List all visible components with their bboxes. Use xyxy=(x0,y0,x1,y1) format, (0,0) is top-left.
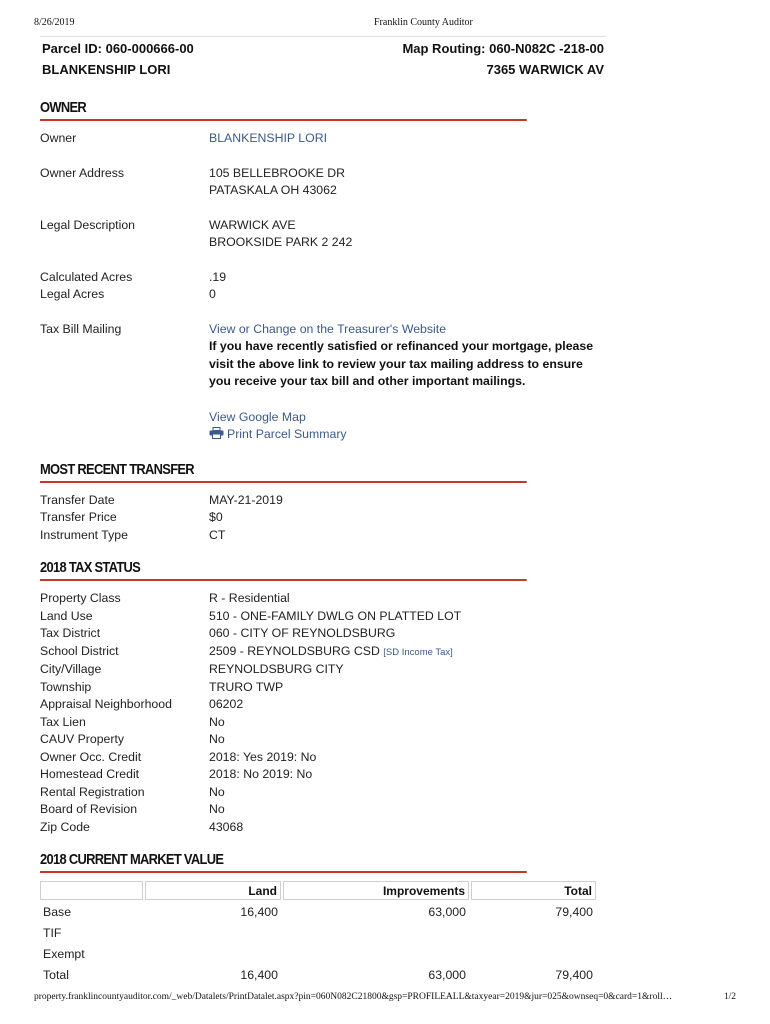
table-cell: 63,000 xyxy=(428,904,466,919)
city-village-row xyxy=(40,661,606,679)
mailing-note: If you have recently satisfied or refinanced your mortgage, please visit the above link to review your tax mailing address to ensure you receive your tax bill and other important mailings. xyxy=(209,339,594,388)
owner-section xyxy=(40,99,606,444)
tax-bill-mailing-row xyxy=(40,321,606,444)
tax-lien-row xyxy=(40,714,606,732)
transfer-label: Instrument Type xyxy=(40,527,128,542)
school-district-value: 2509 - REYNOLDSBURG CSD xyxy=(209,643,380,658)
table-cell: 79,400 xyxy=(555,967,593,982)
table-header xyxy=(40,881,143,900)
map-routing: Map Routing: 060-N082C -218-00 xyxy=(402,41,604,56)
cauv-label: CAUV Property xyxy=(40,732,125,746)
print-footer xyxy=(34,992,736,1006)
land-use-value: 510 - ONE-FAMILY DWLG ON PLATTED LOT xyxy=(209,608,462,623)
treasurer-website-link[interactable]: View or Change on the Treasurer's Website xyxy=(209,321,447,336)
section-title-tax-status: 2018 TAX STATUS xyxy=(40,559,527,581)
cauv-value: No xyxy=(209,732,225,746)
legal-description-line2: BROOKSIDE PARK 2 242 xyxy=(209,235,353,249)
print-date: 8/26/2019 xyxy=(34,17,75,28)
table-cell xyxy=(283,944,469,963)
print-parcel-summary-link[interactable]: Print Parcel Summary xyxy=(227,427,347,441)
owner-occ-credit-row xyxy=(40,749,606,767)
owner-link[interactable]: BLANKENSHIP LORI xyxy=(209,131,328,145)
google-map-link[interactable]: View Google Map xyxy=(209,409,306,424)
table-row xyxy=(40,902,596,921)
township-row xyxy=(40,679,606,697)
table-cell: 16,400 xyxy=(240,967,278,982)
transfer-label: Transfer Date xyxy=(40,492,115,507)
table-cell: Total xyxy=(43,967,69,982)
owner-row xyxy=(40,130,606,148)
transfer-row xyxy=(40,492,606,510)
cauv-row xyxy=(40,731,606,749)
table-cell: 79,400 xyxy=(555,904,593,919)
property-class-label: Property Class xyxy=(40,591,121,605)
table-row xyxy=(40,923,596,942)
printer-icon xyxy=(209,427,224,439)
owner-address-line1: 105 BELLEBROOKE DR xyxy=(209,165,346,180)
tax-bill-mailing-label: Tax Bill Mailing xyxy=(40,321,122,336)
transfer-section xyxy=(40,461,606,545)
table-header-row xyxy=(40,881,596,900)
transfer-value: CT xyxy=(209,527,226,542)
owner-occ-credit-value: 2018: Yes 2019: No xyxy=(209,749,317,764)
table-cell xyxy=(471,944,596,963)
table-row xyxy=(40,944,596,963)
board-of-revision-row xyxy=(40,801,606,819)
table-cell: Exempt xyxy=(43,946,85,961)
zip-code-row xyxy=(40,819,606,837)
parcel-page xyxy=(40,36,606,986)
property-class-value: R - Residential xyxy=(209,591,290,605)
transfer-row xyxy=(40,527,606,545)
legal-acres-label: Legal Acres xyxy=(40,287,105,301)
board-of-revision-label: Board of Revision xyxy=(40,802,138,816)
board-of-revision-value: No xyxy=(209,802,225,816)
table-header: Improvements xyxy=(283,881,469,900)
land-use-row xyxy=(40,608,606,626)
print-url: property.franklincountyauditor.com/_web/Datalets/PrintDatalet.aspx?pin=060N082C21800&gsp=PROFILEALL&taxyear=2019&jur=025&ownseq=0&card=1&roll… xyxy=(34,992,673,1002)
parcel-header xyxy=(40,36,606,87)
page-number: 1/2 xyxy=(723,992,736,1002)
print-summary-item[interactable] xyxy=(209,426,606,444)
legal-acres-value: 0 xyxy=(209,287,216,301)
table-cell xyxy=(145,923,281,942)
parcel-address: 7365 WARWICK AV xyxy=(486,62,604,77)
legal-description-row xyxy=(40,217,606,252)
table-cell: 16,400 xyxy=(240,904,278,919)
print-site-title: Franklin County Auditor xyxy=(374,17,473,28)
homestead-credit-row xyxy=(40,766,606,784)
township-value: TRURO TWP xyxy=(209,679,284,694)
parcel-id: Parcel ID: 060-000666-00 xyxy=(42,41,194,56)
rental-registration-row xyxy=(40,784,606,802)
legal-description-line1: WARWICK AVE xyxy=(209,217,296,232)
table-header: Land xyxy=(145,881,281,900)
transfer-label: Transfer Price xyxy=(40,510,117,524)
owner-address-label: Owner Address xyxy=(40,165,125,180)
calculated-acres-value: .19 xyxy=(209,269,227,284)
tax-district-row xyxy=(40,625,606,643)
table-cell: 63,000 xyxy=(428,967,466,982)
section-title-transfer: MOST RECENT TRANSFER xyxy=(40,461,527,483)
legal-description-label: Legal Description xyxy=(40,217,136,232)
section-title-owner: OWNER xyxy=(40,99,527,121)
table-cell xyxy=(145,944,281,963)
table-cell: TIF xyxy=(43,925,62,940)
table-cell: Base xyxy=(43,904,72,919)
zip-code-label: Zip Code xyxy=(40,819,90,834)
tax-lien-label: Tax Lien xyxy=(40,714,86,729)
homestead-credit-value: 2018: No 2019: No xyxy=(209,767,313,781)
tax-district-label: Tax District xyxy=(40,626,101,640)
tax-status-section xyxy=(40,559,606,836)
zip-code-value: 43068 xyxy=(209,819,244,834)
parcel-owner-name: BLANKENSHIP LORI xyxy=(42,62,171,77)
calculated-acres-row xyxy=(40,269,606,287)
section-title-market-value: 2018 CURRENT MARKET VALUE xyxy=(40,851,527,873)
owner-address-line2: PATASKALA OH 43062 xyxy=(209,183,337,197)
school-district-label: School District xyxy=(40,643,119,658)
table-cell xyxy=(471,923,596,942)
appraisal-neighborhood-label: Appraisal Neighborhood xyxy=(40,697,172,711)
table-cell xyxy=(283,923,469,942)
appraisal-neighborhood-value: 06202 xyxy=(209,697,244,711)
land-use-label: Land Use xyxy=(40,608,93,623)
city-village-value: REYNOLDSBURG CITY xyxy=(209,662,344,676)
calculated-acres-label: Calculated Acres xyxy=(40,269,133,284)
legal-acres-row xyxy=(40,286,606,304)
sd-income-tax-link[interactable]: [SD Income Tax] xyxy=(383,646,453,658)
transfer-value: MAY-21-2019 xyxy=(209,492,283,507)
transfer-row xyxy=(40,509,606,527)
rental-registration-label: Rental Registration xyxy=(40,784,145,799)
homestead-credit-label: Homestead Credit xyxy=(40,767,140,781)
owner-address-row xyxy=(40,165,606,200)
tax-district-value: 060 - CITY OF REYNOLDSBURG xyxy=(209,626,396,640)
table-header: Total xyxy=(471,881,596,900)
property-class-row xyxy=(40,590,606,608)
city-village-label: City/Village xyxy=(40,662,102,676)
school-district-row xyxy=(40,643,606,662)
township-label: Township xyxy=(40,679,92,694)
market-value-section xyxy=(40,851,606,986)
rental-registration-value: No xyxy=(209,784,225,799)
table-row xyxy=(40,965,596,984)
print-header xyxy=(34,17,736,31)
appraisal-neighborhood-row xyxy=(40,696,606,714)
owner-occ-credit-label: Owner Occ. Credit xyxy=(40,749,142,764)
market-value-table xyxy=(38,879,598,986)
owner-label: Owner xyxy=(40,131,77,145)
tax-lien-value: No xyxy=(209,714,225,729)
transfer-value: $0 xyxy=(209,510,223,524)
